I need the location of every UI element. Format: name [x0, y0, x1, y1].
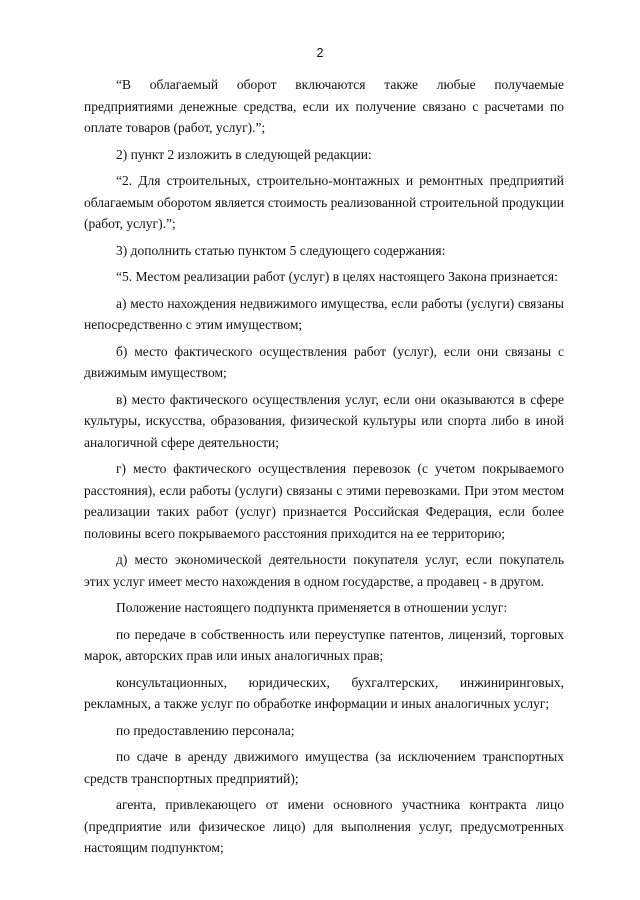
paragraph-consulting-services: консультационных, юридических, бухгалтерских, инжиниринговых, рекламных, а также услуг по обработке информации и иных аналогичных услуг; [84, 674, 564, 711]
page-number: 2 [316, 46, 324, 60]
paragraph-patents-licenses: по передаче в собственность или переуступке патентов, лицензий, торговых марок, авторских прав или иных аналогичных прав; [84, 626, 564, 663]
paragraph-applies-to-services: Положение настоящего подпункта применяется в отношении услуг: [116, 600, 508, 615]
paragraph-item-2-text: “2. Для строительных, строительно-монтажных и ремонтных предприятий облагаемым оборотом является стоимость реализованной строительной продукции (работ, услуг).”; [84, 173, 564, 231]
paragraph-item-3-intro: 3) дополнить статью пунктом 5 следующего содержания: [116, 242, 446, 258]
paragraph-item-2-intro: 2) пункт 2 изложить в следующей редакции: [116, 146, 372, 162]
paragraph-subitem-b: б) место фактического осуществления работ (услуг), если они связаны с движимым имуществом; [84, 343, 564, 380]
paragraph-personnel: по предоставлению персонала; [116, 722, 295, 738]
paragraph-subitem-d: д) место экономической деятельности покупателя услуг, если покупатель этих услуг имеет место нахождения в одном государстве, а продавец - в другом. [84, 552, 564, 589]
paragraph-subitem-a: а) место нахождения недвижимого имущества, если работы (услуги) связаны непосредственно с этим имуществом; [84, 295, 564, 332]
document-body [84, 74, 564, 864]
paragraph-subitem-v: в) место фактического осуществления услуг, если они оказываются в сфере культуры, искусства, образования, физической культуры или спорта либо в иной аналогичной сфере деятельности; [84, 391, 564, 450]
paragraph-agent: агента, привлекающего от имени основного участника контракта лицо (предприятие или физическое лицо) для выполнения услуг, предусмотренных настоящим подпунктом; [84, 797, 564, 855]
paragraph-taxable-turnover-clause: “В облагаемый оборот включаются также любые получаемые предприятиями денежные средства, если их получение связано с расчетами по оплате товаров (работ, услуг).”; [84, 77, 564, 135]
paragraph-movable-property-lease: по сдаче в аренду движимого имущества (за исключением транспортных средств транспортных предприятий); [84, 749, 564, 786]
paragraph-subitem-g: г) место фактического осуществления перевозок (с учетом покрываемого расстояния), если работы (услуги) связаны с этими перевозками. При этом местом реализации таких работ (услуг) признается Российская Федерация, если более половины всего покрываемого расстояния приходится на ее территорию; [84, 461, 564, 541]
paragraph-point-5-intro: “5. Местом реализации работ (услуг) в целях настоящего Закона признается: [116, 269, 558, 284]
